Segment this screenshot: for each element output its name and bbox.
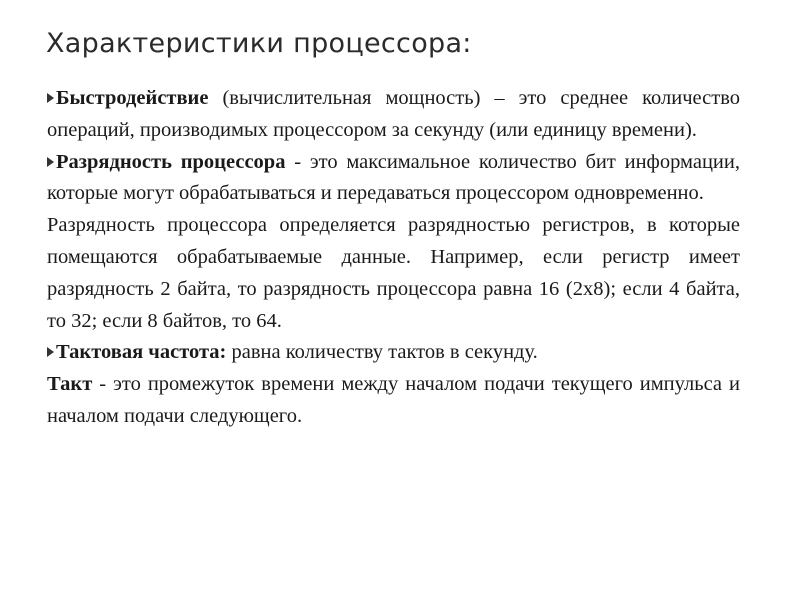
paragraph-clock-frequency — [47, 337, 740, 369]
text-registers: Разрядность процессора определяется разрядностью регистров, в которые помещаются обрабатываемые данные. Например, если регистр имеет разрядность 2 байта, то разрядность процессора равна 16 (2х8); если 4 байта, то 32; если 8 байтов, то 64. — [47, 214, 740, 332]
slide-content — [47, 83, 740, 433]
triangle-bullet-icon — [47, 347, 54, 357]
text-speed: (вычислительная мощность) – это среднее количество операций, производимых процессором за секунду (или единицу времени). — [47, 87, 740, 141]
triangle-bullet-icon — [47, 157, 54, 167]
term-speed: Быстродействие — [56, 87, 209, 109]
text-clock-frequency: равна количеству тактов в секунду. — [226, 341, 538, 364]
text-bit-width: - это максимальное количество бит информации, которые могут обрабатываться и передаваться процессором одновременно. — [47, 150, 740, 205]
term-bit-width: Разрядность процессора — [56, 150, 286, 173]
paragraph-registers — [47, 210, 740, 337]
text-clock-cycle: - это промежуток времени между началом подачи текущего импульса и началом подачи следующего. — [47, 373, 740, 427]
triangle-bullet-icon — [47, 93, 54, 103]
paragraph-bit-width — [47, 147, 740, 211]
paragraph-speed — [47, 83, 740, 147]
slide-title: Характеристики процессора: — [46, 28, 472, 59]
paragraph-clock-cycle — [47, 369, 740, 433]
term-clock-cycle: Такт — [47, 373, 93, 396]
term-clock-frequency: Тактовая частота: — [56, 341, 227, 364]
